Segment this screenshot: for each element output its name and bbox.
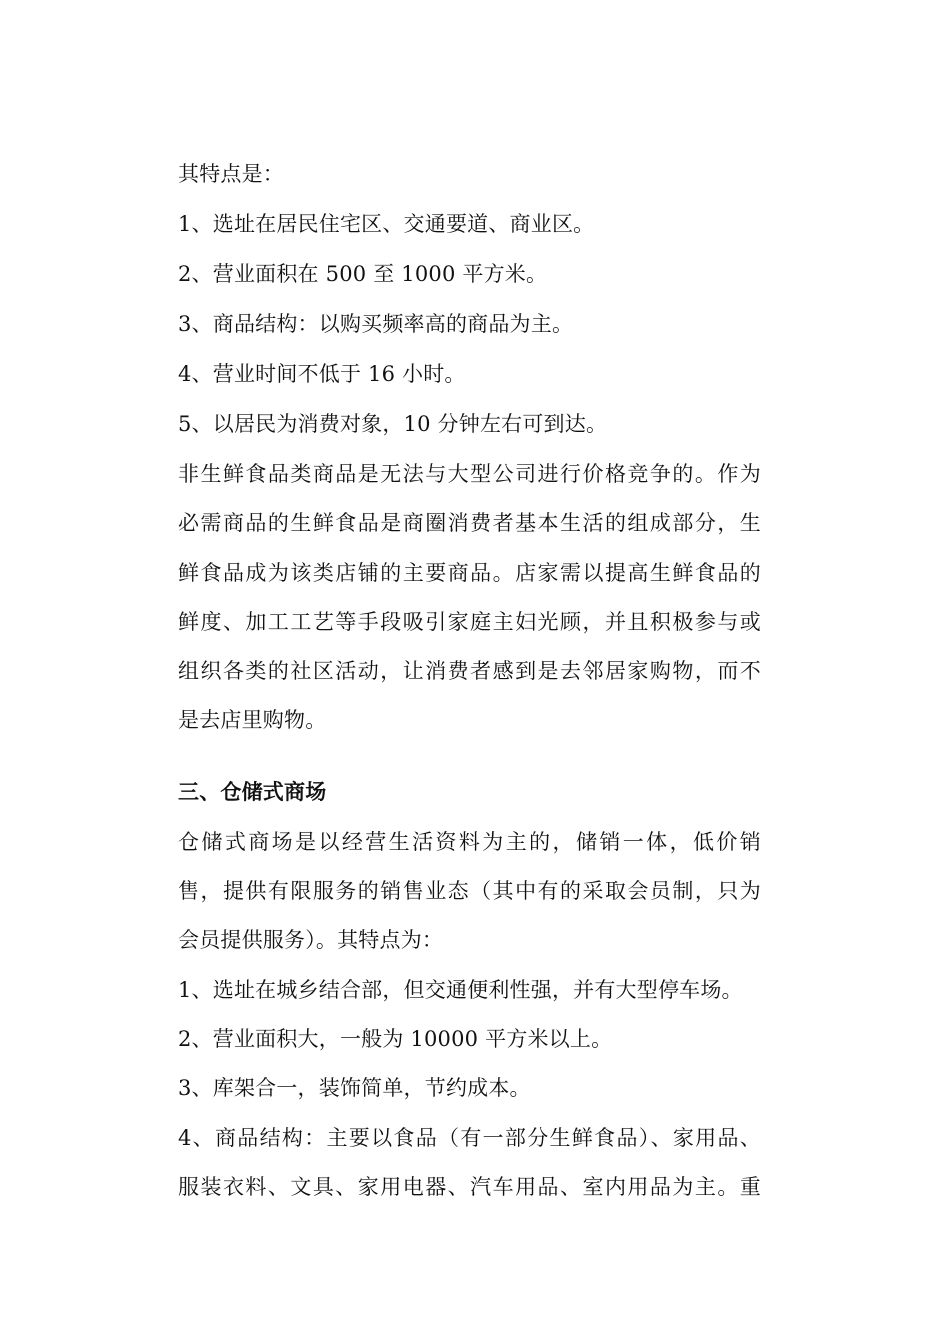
list-item: 2、营业面积大，一般为 10000 平方米以上。: [178, 1026, 613, 1051]
list-item: 3、库架合一，装饰简单，节约成本。: [178, 1076, 531, 1101]
second-feature-list: [178, 970, 763, 1216]
list-item: 2、营业面积在 500 至 1000 平方米。: [178, 262, 548, 286]
paragraph-line: 仓储式商场是以经营生活资料为主的，储销一体，低价销: [178, 829, 761, 854]
list-item: 服装衣料、文具、家用电器、汽车用品、室内用品为主。重: [178, 1174, 761, 1199]
list-item: 4、营业时间不低于 16 小时。: [178, 362, 466, 386]
paragraph-line: 鲜食品成为该类店铺的主要商品。店家需以提高生鲜食品的: [178, 560, 761, 585]
section-heading: 三、仓储式商场: [178, 779, 327, 804]
list-item: 1、选址在居民住宅区、交通要道、商业区。: [178, 212, 595, 236]
list-item: 4、商品结构：主要以食品（有一部分生鲜食品）、家用品、: [178, 1125, 761, 1150]
list-item: 3、商品结构：以购买频率高的商品为主。: [178, 312, 574, 336]
section-intro-paragraph: [178, 822, 763, 970]
paragraph-line: 必需商品的生鲜食品是商圈消费者基本生活的组成部分，生: [178, 511, 761, 536]
list-item: 1、选址在城乡结合部，但交通便利性强，并有大型停车场。: [178, 977, 743, 1002]
list-item: 5、以居民为消费对象，10 分钟左右可到达。: [178, 412, 608, 436]
document-body: [178, 154, 763, 1216]
paragraph-line: 是去店里购物。: [178, 708, 327, 733]
paragraph-line: 组织各类的社区活动，让消费者感到是去邻居家购物，而不: [178, 659, 761, 684]
paragraph-line: 售，提供有限服务的销售业态（其中有的采取会员制，只为: [178, 879, 761, 904]
intro-label: 其特点是：: [178, 162, 284, 186]
paragraph-line: 鲜度、加工工艺等手段吸引家庭主妇光顾，并且积极参与或: [178, 609, 761, 634]
fresh-food-paragraph: [178, 454, 763, 750]
first-feature-list: [178, 204, 763, 454]
paragraph-line: 会员提供服务）。其特点为：: [178, 928, 444, 953]
paragraph-line: 非生鲜食品类商品是无法与大型公司进行价格竞争的。作为: [178, 462, 761, 486]
